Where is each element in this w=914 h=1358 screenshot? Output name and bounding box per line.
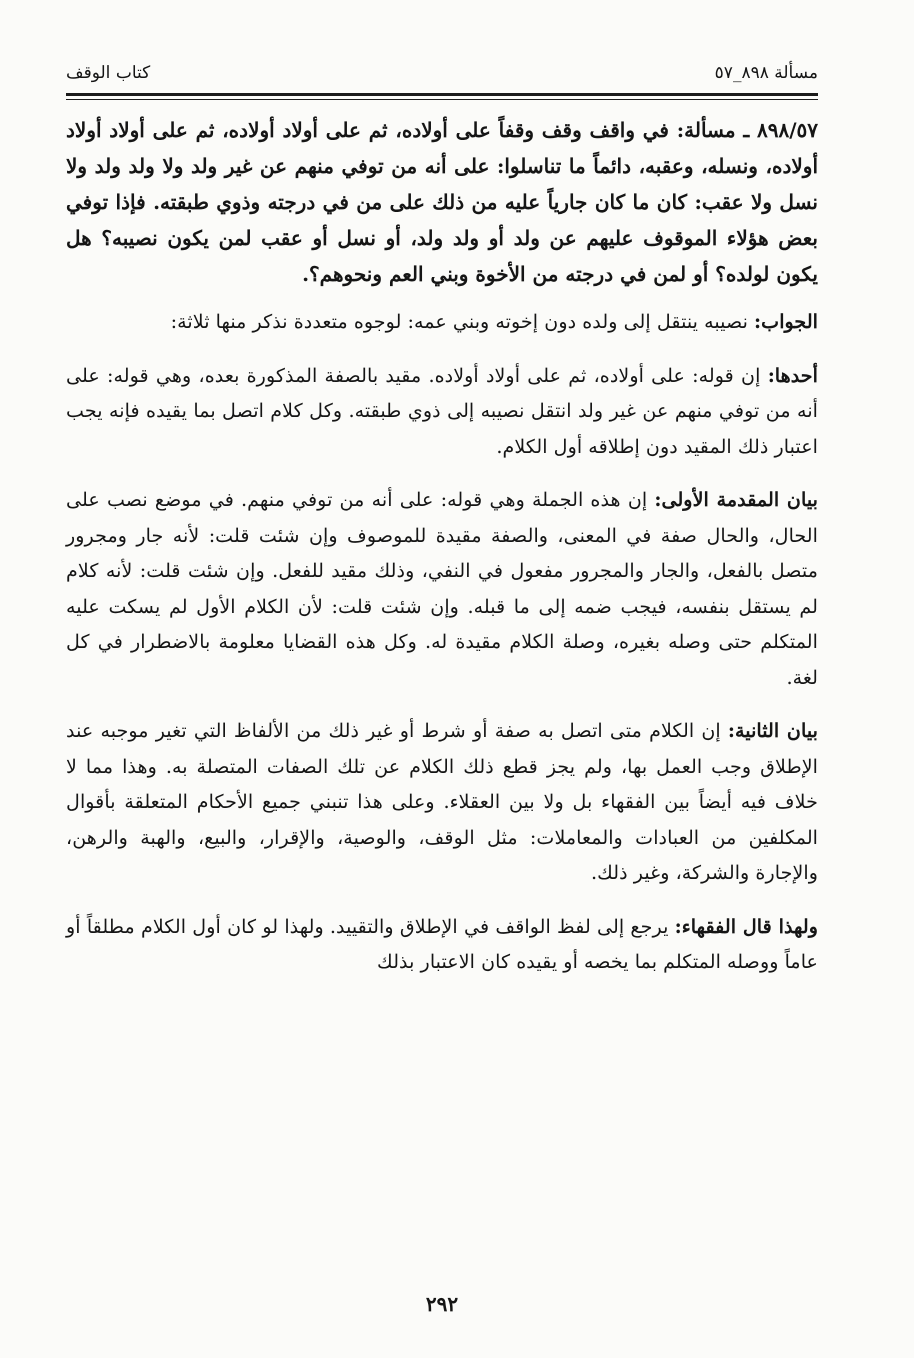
premise-two-text: إن الكلام متى اتصل به صفة أو شرط أو غير ذلك من الألفاظ التي تغير موجبه عند الإطلاق وجب العمل بها، ولم يجز قطع ذلك الكلام عن تلك الصفات المتصلة به. وهذا مما لا خلاف فيه أيضاً بين الفقهاء بل ولا بين العقلاء. وعلى هذا تنبني جميع الأحكام المتعلقة بأقوال المكلفين من العبادات والمعاملات: مثل الوقف، والوصية، والإقرار، والبيع، والهبة والرهن، والإجارة والشركة، وغير ذلك. — [66, 719, 818, 884]
premise-one-text: إن هذه الجملة وهي قوله: على أنه من توفي منهم. في موضع نصب على الحال، والحال صفة في المعنى، والصفة مقيدة للموصوف وإن شئت قلت: لأنه جار ومجرور متصل بالفعل، والجار والمجرور مفعول في النفي، وذلك مقيد للفعل. وإن شئت قلت: لأنه كلام لم يستقل بنفسه، فيجب ضمه إلى ما قبله. وإن شئت قلت: لأن الكلام الأول لم يسكت عليه المتكلم حتى وصله بغيره، وصلة الكلام مقيدة له. وكل هذه القضايا معلومة بالاضطرار في كل لغة. — [66, 488, 818, 689]
answer-text: نصيبه ينتقل إلى ولده دون إخوته وبني عمه: لوجوه متعددة نذكر منها ثلاثة: — [170, 310, 755, 333]
header-rule-thin — [66, 99, 818, 100]
first-reason-paragraph — [66, 358, 818, 465]
answer-paragraph — [66, 304, 818, 340]
premise-two-paragraph — [66, 713, 818, 891]
question-paragraph: ٨٩٨/٥٧ ـ مسألة: في واقف وقف وقفاً على أولاده، ثم على أولاد أولاده، ثم على أولاد أولاد أولاده، ونسله، وعقبه، دائماً ما تناسلوا: على أنه من توفي منهم عن غير ولد ولا ولد ولد ولا نسل ولا عقب: كان ما كان جارياً عليه من ذلك على من في درجته وذوي طبقته. فإذا توفي بعض هؤلاء الموقوف عليهم عن ولد أو ولد ولد، أو نسل أو عقب لمن يكون نصيبه؟ هل يكون لولده؟ أو لمن في درجته من الأخوة وبني العم ونحوهم؟. — [66, 118, 818, 286]
answer-lead: الجواب: — [754, 310, 818, 333]
jurists-text: يرجع إلى لفظ الواقف في الإطلاق والتقييد. ولهذا لو كان أول الكلام مطلقاً أو عاماً ووصله المتكلم بما يخصه أو يقيده كان الاعتبار بذلك — [66, 914, 818, 973]
header-rule-thick — [66, 93, 818, 96]
page-number: ٢٩٢ — [425, 1292, 459, 1316]
first-reason-lead: أحدها: — [767, 363, 818, 387]
header-book-title: كتاب الوقف — [66, 63, 151, 83]
page-body — [66, 112, 818, 998]
running-header — [66, 56, 818, 90]
premise-one-paragraph — [66, 482, 818, 695]
header-issue-number: مسألة ٨٩٨_٥٧ — [714, 63, 818, 83]
premise-two-lead: بيان الثانية: — [727, 719, 819, 742]
premise-one-lead: بيان المقدمة الأولى: — [654, 488, 818, 511]
jurists-lead: ولهذا قال الفقهاء: — [674, 914, 818, 938]
first-reason-text: إن قوله: على أولاده، ثم على أولاد أولاده. مقيد بالصفة المذكورة بعده، وهي قوله: على أنه من توفي منهم عن غير ولد انتقل نصيبه إلى ذوي طبقته. وكل كلام اتصل بما يقيده فإنه يجب اعتبار ذلك المقيد دون إطلاقه أول الكلام. — [66, 363, 818, 458]
jurists-paragraph — [66, 909, 818, 980]
